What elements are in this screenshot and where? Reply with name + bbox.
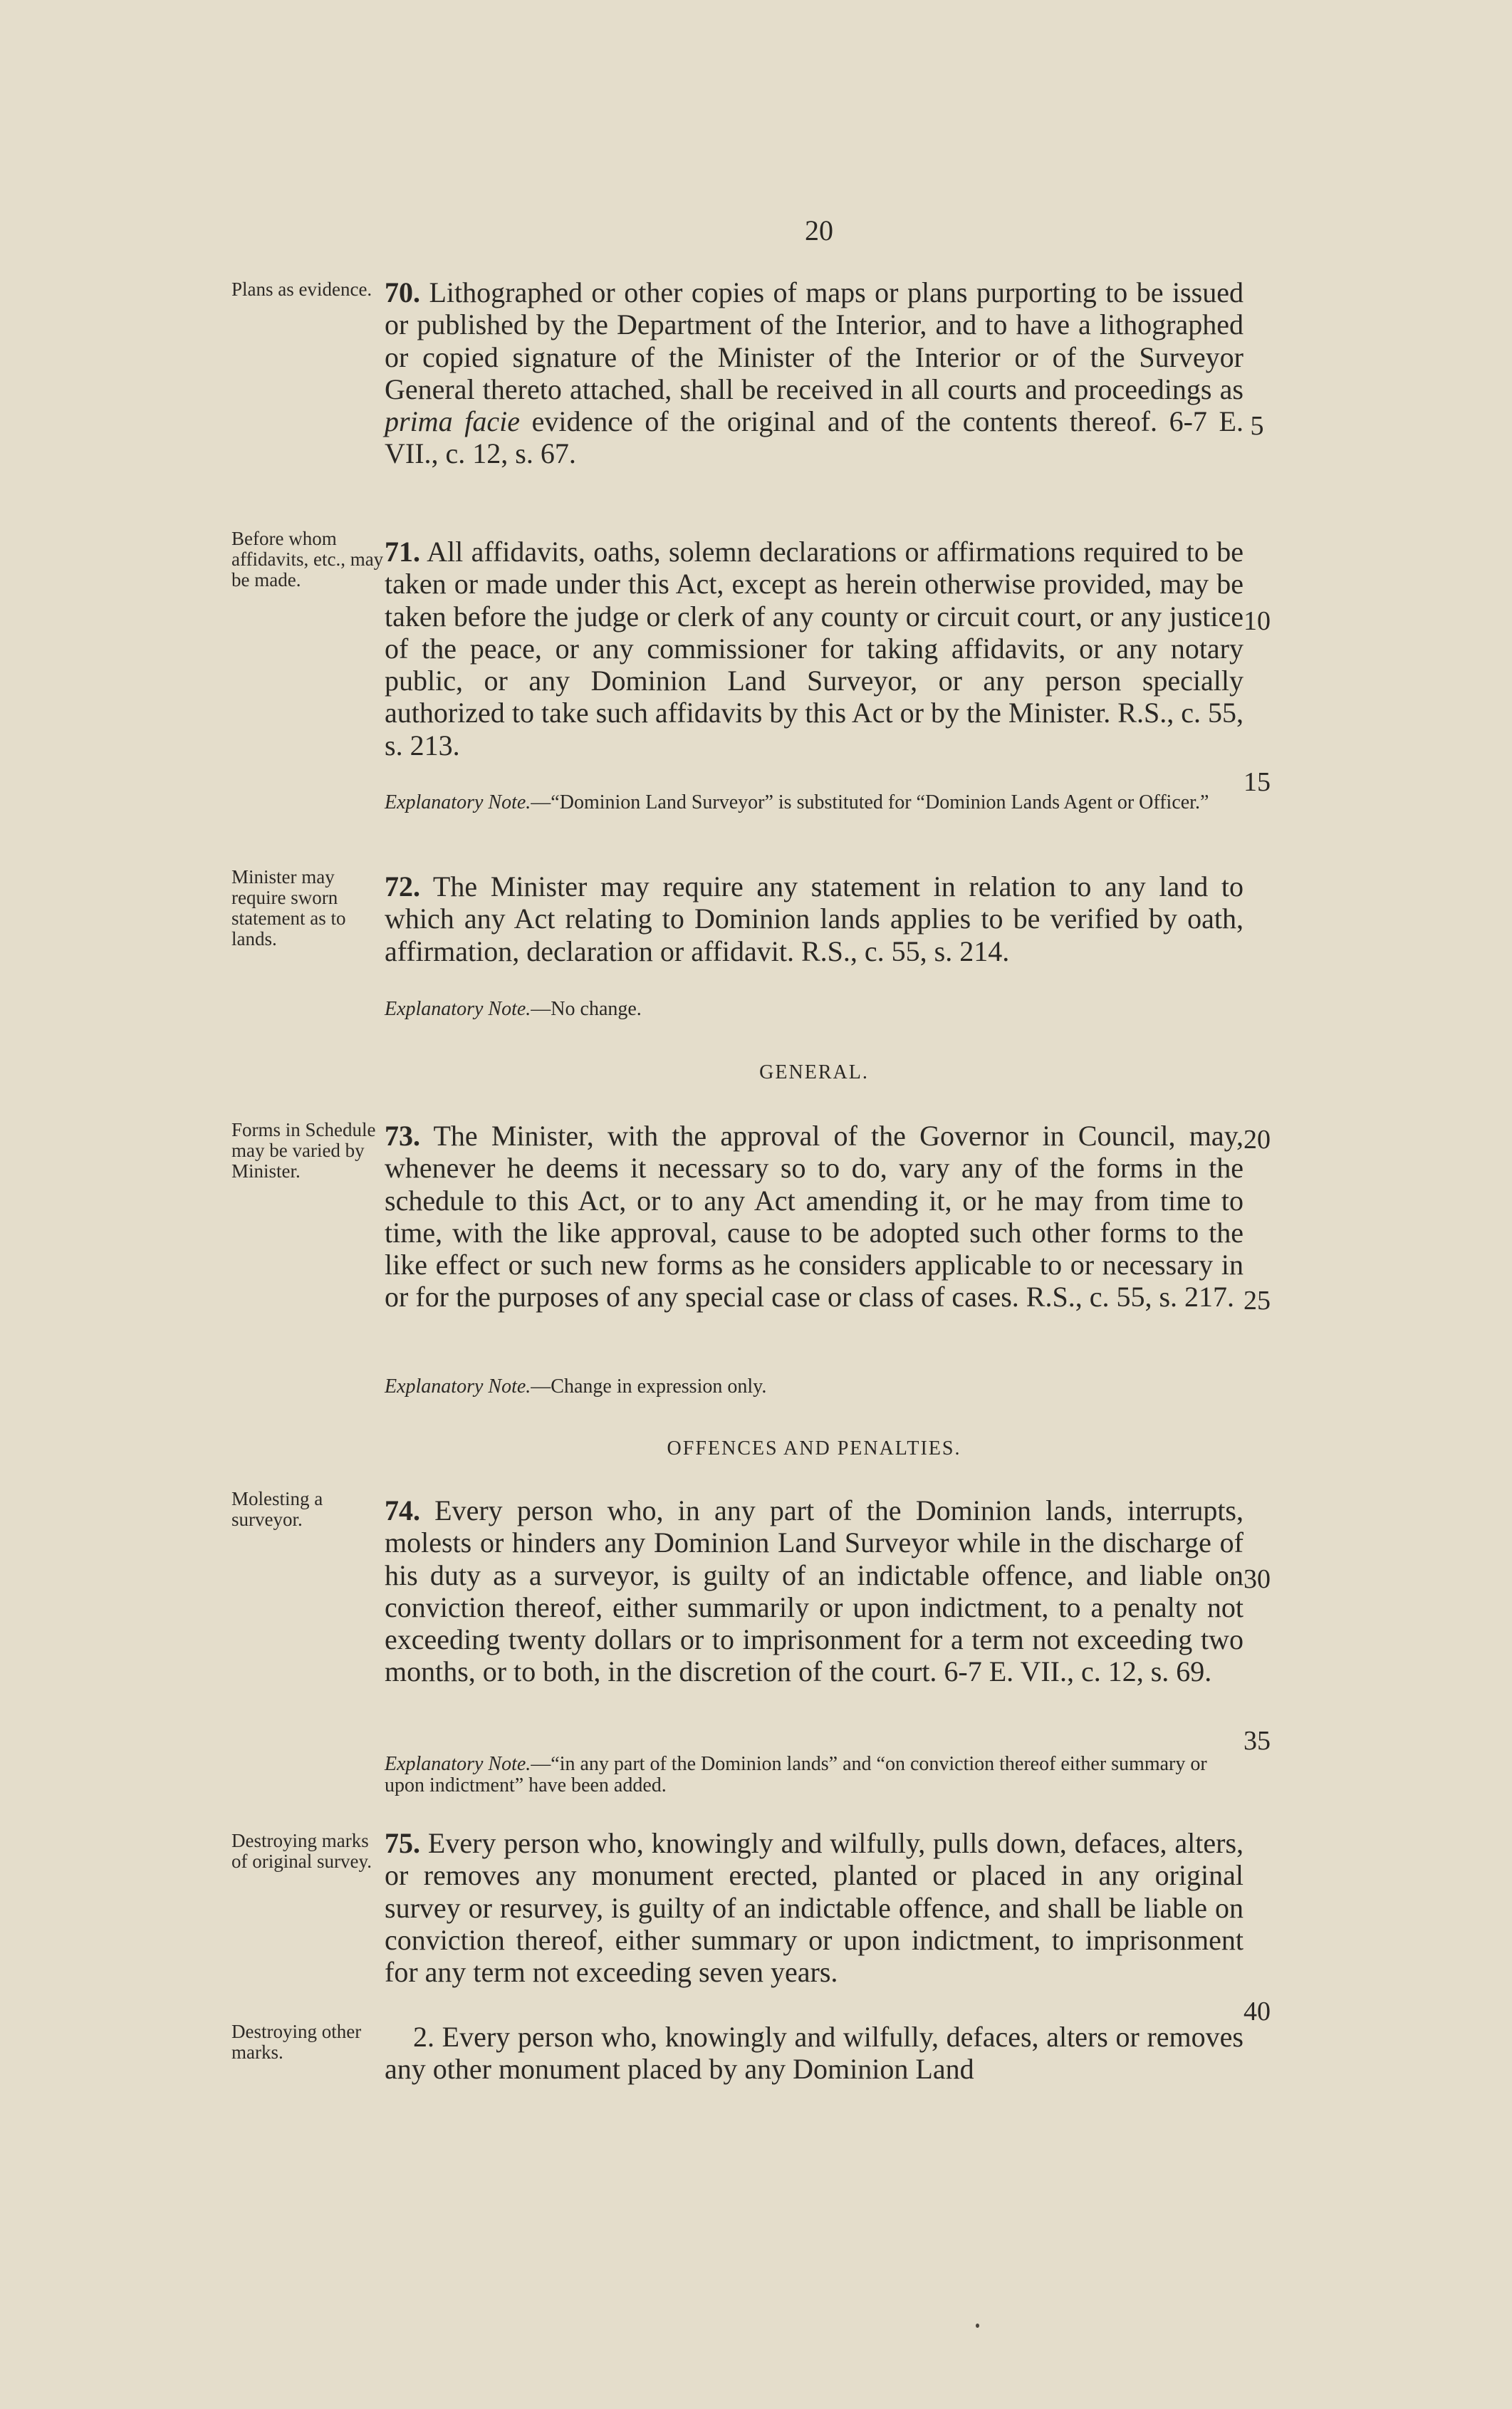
margin-note-72: Minister may require sworn statement as to lands. bbox=[231, 866, 346, 949]
paper-speck bbox=[976, 2324, 979, 2328]
explanatory-note-74 bbox=[385, 1754, 1244, 1796]
section-text: Every person who, in any part of the Dominion lands, interrupts, molests or hinders any Dominion Land Surveyor while in the discharge of his duty as a surveyor, is guilty of an indictable offence, and liable on conviction thereof, either summarily or upon indictment, to a penalty not exceeding twenty dollars or to imprisonment for a term not exceeding two months, or to both, in the discretion of the court. 6-7 E. VII., c. 12, s. 69. bbox=[385, 1494, 1244, 1688]
explanatory-note-73 bbox=[385, 1376, 1244, 1398]
line-number-35: 35 bbox=[1244, 1726, 1271, 1756]
section-italic: prima facie bbox=[385, 405, 520, 438]
section-73 bbox=[385, 1120, 1244, 1313]
line-number-20: 20 bbox=[1244, 1125, 1271, 1155]
section-75-2 bbox=[385, 2021, 1244, 2086]
heading-offences: OFFENCES AND PENALTIES. bbox=[667, 1437, 961, 1460]
section-number: 73. bbox=[385, 1120, 420, 1152]
margin-note-70: Plans as evidence. bbox=[231, 279, 372, 300]
explanatory-label: Explanatory Note. bbox=[385, 1753, 531, 1775]
section-text: The Minister, with the approval of the Governor in Council, may, whenever he deems it necessary so to do, vary any of the forms in the schedule to this Act, or to any Act amending it, or he may from time to time, with the like approval, cause to be adopted such other forms to the like effect or such new forms as he considers applicable to or necessary in or for the purposes of any special case or class of cases. R.S., c. 55, s. 217. bbox=[385, 1120, 1244, 1313]
explanatory-text: —Change in expression only. bbox=[531, 1375, 767, 1398]
line-number-30: 30 bbox=[1244, 1564, 1271, 1594]
line-number-25: 25 bbox=[1244, 1286, 1271, 1316]
section-text-after: evidence of the original and of the contents thereof. 6-7 E. VII., c. 12, s. 67. bbox=[385, 405, 1244, 470]
line-number-40: 40 bbox=[1244, 1997, 1271, 2026]
page-number: 20 bbox=[805, 214, 833, 246]
explanatory-text: —No change. bbox=[531, 998, 642, 1020]
margin-note-74: Molesting a surveyor. bbox=[231, 1488, 323, 1530]
explanatory-text: —“Dominion Land Surveyor” is substituted for “Dominion Lands Agent or Officer.” bbox=[531, 791, 1209, 813]
explanatory-label: Explanatory Note. bbox=[385, 1375, 531, 1398]
section-number: 71. bbox=[385, 536, 420, 568]
section-text: Lithographed or other copies of maps or plans purporting to be issued or published by the Department of the Interior, and to have a lithographed or copied signature of the Minister of the Interior or of the Surveyor General thereto attached, shall be received in all courts and proceedings as bbox=[385, 276, 1244, 405]
explanatory-label: Explanatory Note. bbox=[385, 791, 531, 813]
margin-note-71: Before whom affidavits, etc., may be made. bbox=[231, 528, 384, 590]
section-number: 74. bbox=[385, 1494, 420, 1526]
heading-general: GENERAL. bbox=[759, 1061, 869, 1083]
section-70 bbox=[385, 276, 1244, 470]
line-number-15: 15 bbox=[1244, 767, 1271, 797]
section-text: The Minister may require any statement in relation to any land to which any Act relating to Dominion lands applies to be verified by oath, affirmation, declaration or affidavit. R.S., c. 55, s. 214. bbox=[385, 870, 1244, 967]
margin-note-75: Destroying marks of original survey. bbox=[231, 1830, 372, 1872]
section-71 bbox=[385, 536, 1244, 761]
explanatory-note-71 bbox=[385, 792, 1244, 813]
margin-note-75-2: Destroying other marks. bbox=[231, 2021, 362, 2063]
section-75 bbox=[385, 1827, 1244, 1988]
section-number: 2. bbox=[413, 2021, 434, 2053]
section-number: 70. bbox=[385, 276, 420, 308]
explanatory-label: Explanatory Note. bbox=[385, 998, 531, 1020]
section-number: 72. bbox=[385, 870, 420, 902]
section-72 bbox=[385, 870, 1244, 967]
section-text: All affidavits, oaths, solemn declarations or affirmations required to be taken or made under this Act, except as herein otherwise provided, may be taken before the judge or clerk of any county or circuit court, or any justice of the peace, or any commissioner for taking affidavits, or any notary public, or any Dominion Land Surveyor, or any person specially authorized to take such affidavits by this Act or by the Minister. R.S., c. 55, s. 213. bbox=[385, 536, 1244, 761]
line-number-10: 10 bbox=[1244, 606, 1271, 636]
section-number: 75. bbox=[385, 1827, 420, 1859]
line-number-5: 5 bbox=[1250, 411, 1264, 441]
explanatory-note-72 bbox=[385, 999, 1244, 1020]
section-text: Every person who, knowingly and wilfully, pulls down, defaces, alters, or removes any monument erected, planted or placed in any original survey or resurvey, is guilty of an indictable offence, and shall be liable on conviction thereof, either summary or upon indictment, to imprisonment for any term not exceeding seven years. bbox=[385, 1827, 1244, 1989]
explanatory-text: —“in any part of the Dominion lands” and “on conviction thereof either summary or upon indictment” have been added. bbox=[385, 1753, 1207, 1796]
section-74 bbox=[385, 1494, 1244, 1688]
margin-note-73: Forms in Schedule may be varied by Minister. bbox=[231, 1119, 376, 1182]
section-text: Every person who, knowingly and wilfully, defaces, alters or removes any other monument placed by any Dominion Land bbox=[385, 2021, 1244, 2086]
